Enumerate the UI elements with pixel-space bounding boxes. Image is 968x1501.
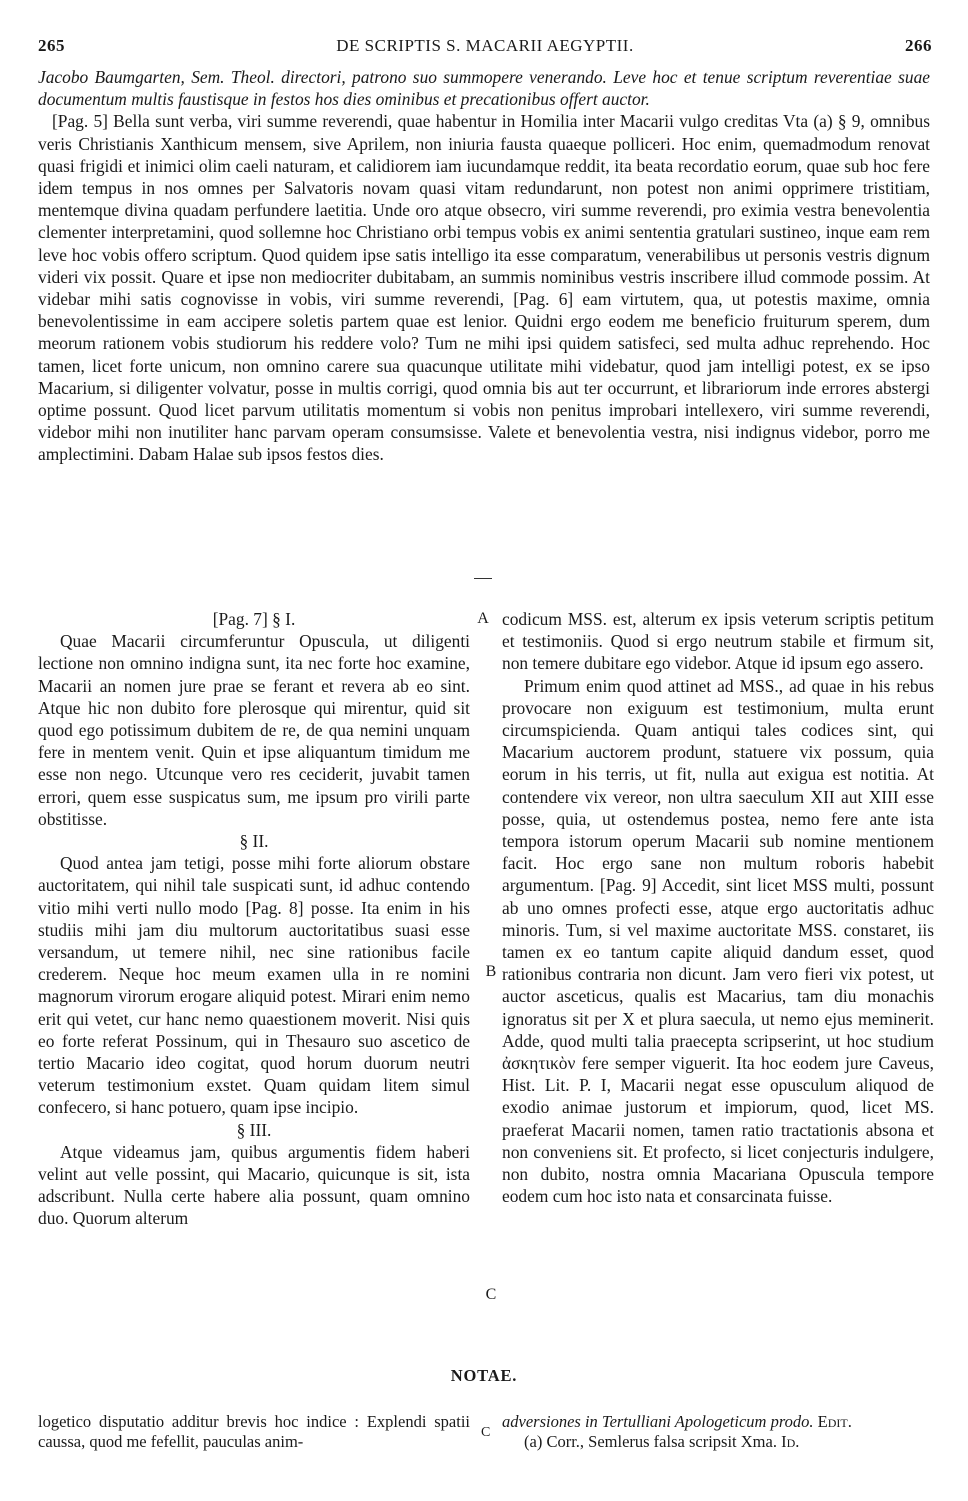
page-number-right: 266: [905, 36, 932, 55]
letter-paragraph: [Pag. 5] Bella sunt verba, viri summe reverendi, quae habentur in Homilia inter Macarii vulgo creditas Vta (a) § 9, omnibus veris Christianis Xanthicum mensem, sive Aprilem, non iniuria fausta quaeque polliceri. Hoc enim, quemadmodum renovat quasi frigidi et inimici olim caeli naturam, et calidiorem iam iucundamque reddit, ita beata recordatio eorum, quae sub hoc fere idem tempus in nos omnes per Salvatoris novam quasi vitam redundarunt, non potest non animi opprimere tristitiam, mentemque divina quadam perfundere laetitia. Unde oro atque obsecro, viri summe reverendi, pro eximia vestra benevolentia clementer interpretamini, quod sollemne hoc Christiano orbi tempus vobis ex animi sententia gratulari sustineo, inque eam rem leve hoc vobis offero scriptum. Quod quidem ipse satis intelligo ita esse comparatum, venerabilibus ut personis vestris dignum videri vix possit. Quare et ipse non mediocriter dubitabam, an summis nominibus vestris inscribere illud commode possim. At videbar mihi satis cognovisse in vobis, viri summe reverendi, [Pag. 6] eam virtutem, qua, ut potestis maxime, omnia benevolentissime in eam accipere soletis partem quae est lenior. Quidni ergo eodem me beneficio fruiturum sperem, dum meorum rationem vobis studiorum his reddere volo? Tum ne mihi ipsi quidem satisfeci, sed multa adhuc reprehendo. Hoc tamen, licet forte unicum, non omnino carere sua quacunque utilitate mihi videbatur, quod jam intelligi potest, ex se ipso Macarium, si diligenter volvatur, posse in multis corrigi, quod omnia bis aut ter occurrunt, et librariorum inde errores abstergi optime possunt. Quod licet parvum utilitatis momentum si vobis non penitus improbari intellexero, viri summe reverendi, videbor mihi non inutiliter hanc parvam operam consumsisse. Valete et benevolentia vestra, nisi indignus videbor, porro me amplectimini. Dabam Halae sub ipsos festos dies.: [38, 111, 930, 465]
page-number-left: 265: [38, 36, 65, 55]
note-left-text: logetico disputatio additur brevis hoc indice : Explendi spatii caussa, quod me fefellit, pauculas anim-: [38, 1412, 470, 1451]
running-header: [38, 36, 932, 60]
note-right-line-1: [502, 1412, 934, 1432]
notes-right: [502, 1412, 934, 1452]
section-heading-3: § III.: [236, 1119, 272, 1140]
section-heading-2: § II.: [239, 831, 269, 852]
right-column-continuation: codicum MSS. est, alterum ex ipsis veterum scriptis petitum et testimoniis. Quod si ergo neutrum stabile et firmum sit, non temere dubitare ego videbor. Atque id ipsum ego assero.: [502, 609, 934, 674]
right-column-paragraph: Primum enim quod attinet ad MSS., ad quae in his rebus provocare non exiguum est testimonium, multa erunt circumspicienda. Quam antiqui tales codices sint, qui Macarium auctorem produnt, statuere vix possum, quia eorum in his terris, ut fit, nulla aut exigua est notitia. At contendere vix vereor, non ultra saeculum XII aut XIII esse posse, quia, ut ostendemus postea, nemo fere ante ista tempora istorum operum Macarii sub nomine mentionem facit. Hoc ergo sane non multum roboris habebit argumentum. [Pag. 9] Accedit, sint licet MSS multi, possunt ab uno omnes profecti esse, atque ergo auctoritatis adhuc minoris. Tum, si vel maxime auctoritate MSS. constaret, iis tamen ex eo tantum capite aliquid dandum esset, quod rationibus contraria non dicunt. Jam vero fieri vix potest, ut auctor asceticus, qualis est Macarius, tam diu monachis ignoratus sit per X et plura saecula, ut nemo ejus meminerit. Adde, quod multi talia praecepta scripserint, ut hoc studium ἀσκητικὸν fere semper viguerit. Ita hoc eodem jure Caveus, Hist. Lit. P. I, Macarii negat esse opusculum aliquod de exodio animae justorum et impiorum, quod, licet MS. praeferat Macarii nomen, tamen ratio tractationis absona et non conveniens sit. Et profecto, si licet conjecturis indulgere, non dubito, nostra omnia Macariana Opuscula tempore eodem cum hoc isto nata et consarcinata fuisse.: [502, 675, 934, 1207]
note-right-signature-1: Edit.: [817, 1412, 852, 1431]
dedication-text: Jacobo Baumgarten, Sem. Theol. directori, patrono suo summopere venerando. Leve hoc et tenue scriptum reverentiae suae documentum multis faustisque in festos hos dies ominibus et precationibus offert auctor.: [38, 67, 930, 110]
margin-marker-c: C: [485, 1286, 497, 1303]
notes-title: NOTAE.: [450, 1366, 518, 1385]
note-right-text-2: (a) Corr., Semlerus falsa scripsit Xma.: [524, 1432, 777, 1451]
left-column: [38, 608, 470, 1230]
section-1-paragraph: Quae Macarii circumferuntur Opuscula, ut diligenti lectione non omnino indigna sunt, ita nec forte hoc examine, Macarii an nomen jure prae se ferant et revera ab eo sint. Atque hic non dubito fore plerosque qui mirentur, quid sit quod ego potissimum dubitem de re, de qua nemini unquam fere in mentem venit. Quin et ipse aliquantum timidum me esse non nego. Utcunque vero res ceciderit, juvabit tamen errori, quem esse suspicatus sum, me ipsum pro virili parte obstitisse.: [38, 631, 470, 829]
dedication-letter: [38, 66, 930, 466]
margin-marker-a: A: [477, 610, 489, 627]
section-2-paragraph: Quod antea jam tetigi, posse mihi forte aliorum obstare auctoritatem, qui nihil tale suspicati sunt, id adhuc contendo vitio mihi verti nullo modo [Pag. 8] posse. Ita enim in his studiis mihi jam diu multorum auctoritatibus suasi esse versandum, ut temere nihil, nec sine rationibus facile crederem. Neque hoc meum examen ulla in re nomini magnorum virorum erogare aliquid potest. Mirari enim nemo erit qui vetet, cur hanc nemo quaestionem moverit. Nisi quis eo forte referat Possinum, qui in Thesauro suo ascetico de tertio Macario ideo cogitat, quod horum duorum neutri veterum testimonium exstet. Quam quidam litem simul confecero, si hanc potuero, quam ipse incipio.: [38, 853, 470, 1118]
notes-margin-marker: C: [481, 1425, 491, 1440]
running-title: DE SCRIPTIS S. MACARII AEGYPTII.: [336, 36, 634, 55]
section-3-paragraph: Atque videamus jam, quibus argumentis fidem haberi velint aut velle possint, qui Macario, quicunque is sit, ista adscribunt. Nulla certe habere alia possunt, quam omnino duo. Quorum alterum: [38, 1141, 470, 1229]
notes-left: [38, 1412, 470, 1452]
right-column: [502, 608, 934, 1207]
section-divider: [474, 578, 492, 579]
section-heading-1: [Pag. 7] § I.: [212, 609, 296, 629]
note-right-text-1: adversiones in Tertulliani Apologeticum prodo.: [502, 1412, 814, 1431]
note-right-signature-2: Id.: [781, 1432, 800, 1451]
note-right-line-2: [502, 1432, 934, 1452]
margin-marker-b: B: [485, 963, 497, 980]
